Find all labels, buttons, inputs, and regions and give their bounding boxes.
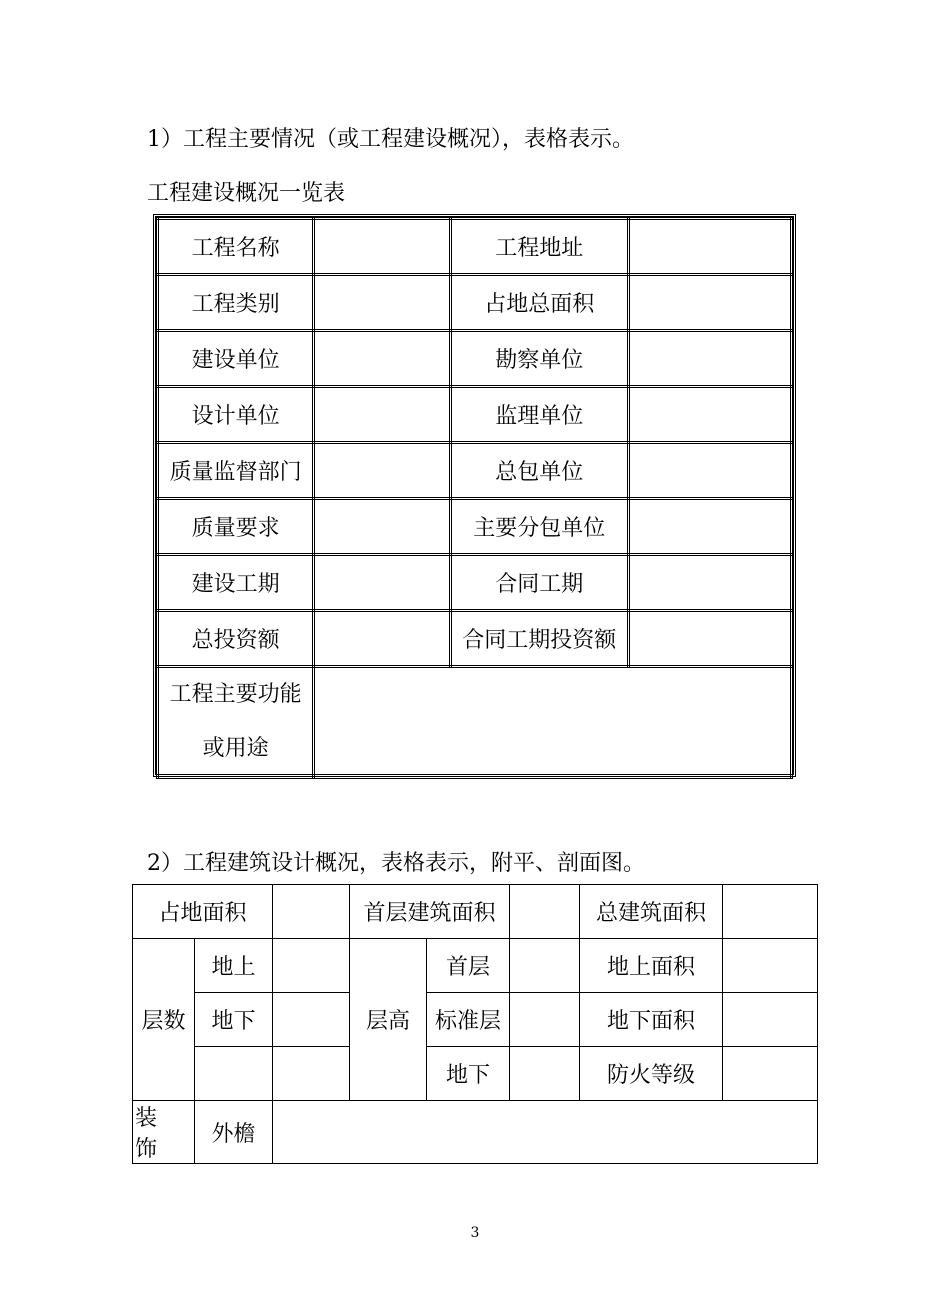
table-cell-label: 质量监督部门 [158,443,314,499]
table-cell-value[interactable] [273,885,350,939]
above-area-label: 地上面积 [580,939,723,993]
eaves-value-cell[interactable] [273,1101,818,1164]
table-cell-value[interactable] [314,443,450,499]
table-cell-value[interactable] [273,993,350,1047]
floor-height-label: 层高 [350,939,427,1101]
total-area-label: 总建筑面积 [580,885,723,939]
table-cell-label: 设计单位 [158,387,314,443]
table-cell-value[interactable] [723,993,818,1047]
first-floor-area-label: 首层建筑面积 [350,885,510,939]
table-cell-label: 合同工期 [450,555,628,611]
table-cell-label: 总投资额 [158,611,314,667]
table-cell-label: 建设工期 [158,555,314,611]
table-cell-label: 工程地址 [450,219,628,275]
table-row [158,331,792,387]
table-cell-label [158,667,314,778]
table-cell-value[interactable] [510,993,580,1047]
function-label-line1: 工程主要功能 [169,682,302,707]
architectural-design-table [132,884,818,1164]
table-cell-value[interactable] [510,885,580,939]
table-row [158,387,792,443]
below-area-label: 地下面积 [580,993,723,1047]
table-cell-value[interactable] [273,939,350,993]
table-cell-label: 工程类别 [158,275,314,331]
table-cell-label: 质量要求 [158,499,314,555]
table-cell-value[interactable] [273,1047,350,1101]
table-cell-value[interactable] [314,555,450,611]
above-ground-label: 地上 [195,939,273,993]
table-cell-value[interactable] [723,885,818,939]
function-label-line2: 或用途 [202,736,269,761]
table-cell-value[interactable] [628,331,791,387]
table-cell-value[interactable] [628,443,791,499]
table-cell-value[interactable] [510,939,580,993]
land-area-label: 占地面积 [133,885,273,939]
table-cell-value[interactable] [314,275,450,331]
table-cell-label: 勘察单位 [450,331,628,387]
table-cell-value[interactable] [314,331,450,387]
table-1-title: 工程建设概况一览表 [147,181,346,206]
table-cell-label: 监理单位 [450,387,628,443]
table-cell-label: 建设单位 [158,331,314,387]
table-cell-label: 总包单位 [450,443,628,499]
table-row [158,275,792,331]
project-overview-table [153,214,796,777]
table-cell-value[interactable] [628,555,791,611]
table-row [158,219,792,275]
table-row [158,611,792,667]
table-cell-value[interactable] [510,1047,580,1101]
heading-1: 1）工程主要情况（或工程建设概况），表格表示。 [147,127,634,152]
table-cell-label: 主要分包单位 [450,499,628,555]
table-cell-value[interactable] [314,499,450,555]
first-floor-label: 首层 [427,939,510,993]
table-cell-value[interactable] [314,387,450,443]
below-ground-label: 地下 [195,993,273,1047]
decoration-label: 装饰 [133,1101,195,1164]
table-cell-label: 工程名称 [158,219,314,275]
table-cell-value[interactable] [628,611,791,667]
floors-label: 层数 [133,939,195,1101]
table-cell-value[interactable] [314,611,450,667]
table-cell-value[interactable] [628,499,791,555]
basement-label: 地下 [427,1047,510,1101]
fire-rating-label: 防火等级 [580,1047,723,1101]
table-cell-label: 占地总面积 [450,275,628,331]
table-cell-value[interactable] [628,219,791,275]
table-row [158,499,792,555]
table-cell-value[interactable] [723,939,818,993]
eaves-label: 外檐 [195,1101,273,1164]
function-value-cell[interactable] [314,667,792,778]
table-cell-label: 合同工期投资额 [450,611,628,667]
heading-2: 2）工程建筑设计概况，表格表示，附平、剖面图。 [147,851,645,876]
table-cell-value[interactable] [314,219,450,275]
table-row [158,555,792,611]
table-cell-value[interactable] [195,1047,273,1101]
standard-floor-label: 标准层 [427,993,510,1047]
table-row [158,443,792,499]
table-cell-value[interactable] [723,1047,818,1101]
table-cell-value[interactable] [628,387,791,443]
page-number: 3 [470,1225,480,1241]
table-cell-value[interactable] [628,275,791,331]
